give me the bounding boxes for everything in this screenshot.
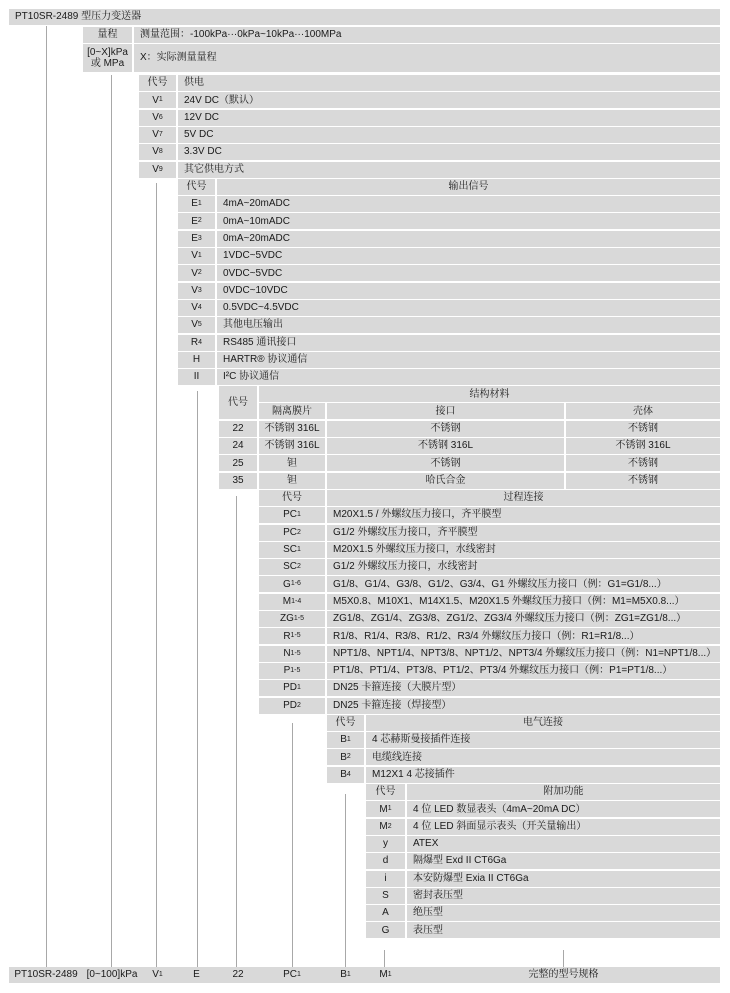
- range-code-desc: X：实际测量量程: [134, 44, 720, 72]
- output-code: V 4: [178, 300, 215, 316]
- connector-label: [563, 950, 564, 967]
- power-desc: 24V DC（默认）: [178, 92, 720, 108]
- addon-code: M 1: [366, 801, 405, 817]
- example-process: PC 1: [283, 969, 301, 981]
- process-code: PD 1: [259, 680, 325, 696]
- connector-range: [111, 75, 112, 967]
- addon-code: G: [366, 922, 405, 938]
- output-desc: I²C 协议通信: [217, 369, 720, 385]
- process-code: G 1-6: [259, 576, 325, 592]
- material-diaphragm: 钽: [259, 455, 325, 471]
- electrical-code-header: 代号: [327, 715, 364, 731]
- output-desc: HARTR® 协议通信: [217, 352, 720, 368]
- process-code: R 1-5: [259, 628, 325, 644]
- material-shell: 不锈钢: [566, 455, 720, 471]
- power-code: V 7: [139, 127, 176, 143]
- process-desc: G1/8、G1/4、G3/8、G1/2、G3/4、G1 外螺纹压力接口（例：G1=G1/8...）: [327, 576, 720, 592]
- power-code-header: 代号: [139, 75, 176, 91]
- process-code: SC 1: [259, 542, 325, 558]
- output-code: V 5: [178, 317, 215, 333]
- connector-model: [46, 26, 47, 967]
- process-desc: M5X0.8、M10X1、M14X1.5、M20X1.5 外螺纹压力接口（例：M1=M5X0.8...）: [327, 594, 720, 610]
- material-shell: 不锈钢 316L: [566, 438, 720, 454]
- material-code: 25: [219, 455, 257, 471]
- material-col-diaphragm: 隔离膜片: [259, 403, 325, 419]
- output-code: E 1: [178, 196, 215, 212]
- process-header: 过程连接: [327, 490, 720, 506]
- process-desc: M20X1.5 外螺纹压力接口，水线密封: [327, 542, 720, 558]
- example-label: 完整的型号规格: [528, 969, 599, 981]
- addon-code: M 2: [366, 819, 405, 835]
- connector-electrical: [345, 794, 346, 967]
- electrical-code: B 4: [327, 767, 364, 783]
- material-header: 结构材料: [259, 386, 720, 402]
- power-desc: 12V DC: [178, 110, 720, 126]
- output-desc: 0VDC~10VDC: [217, 283, 720, 299]
- connector-material: [236, 496, 237, 967]
- addon-header: 附加功能: [407, 784, 720, 800]
- process-desc: G1/2 外螺纹压力接口，水线密封: [327, 559, 720, 575]
- example-material: 22: [232, 969, 244, 981]
- process-code: P 1-5: [259, 663, 325, 679]
- output-desc: 4mA~20mADC: [217, 196, 720, 212]
- page-title: PT10SR-2489 型压力变送器: [9, 9, 720, 25]
- addon-desc: 4 位 LED 斜面显示表头（开关量输出）: [407, 819, 720, 835]
- example-range: [0~100]kPa: [86, 969, 138, 981]
- example-output: E: [193, 969, 200, 981]
- electrical-desc: 电缆线连接: [366, 749, 720, 765]
- material-shell: 不锈钢: [566, 473, 720, 489]
- power-desc: 3.3V DC: [178, 144, 720, 160]
- example-electrical: B 1: [340, 969, 351, 981]
- range-code: [0~X]kPa 或 MPa: [83, 44, 132, 72]
- material-port: 哈氏合金: [327, 473, 564, 489]
- output-desc: 0mA~20mADC: [217, 231, 720, 247]
- process-desc: DN25 卡箍连接（大膜片型）: [327, 680, 720, 696]
- process-code: SC 2: [259, 559, 325, 575]
- material-col-shell: 壳体: [566, 403, 720, 419]
- process-desc: PT1/8、PT1/4、PT3/8、PT1/2、PT3/4 外螺纹压力接口（例：P1=PT1/8...）: [327, 663, 720, 679]
- output-desc: 0.5VDC~4.5VDC: [217, 300, 720, 316]
- process-code: PD 2: [259, 698, 325, 714]
- power-code: V 8: [139, 144, 176, 160]
- material-shell: 不锈钢: [566, 421, 720, 437]
- process-desc: G1/2 外螺纹压力接口，齐平膜型: [327, 525, 720, 541]
- addon-desc: 密封表压型: [407, 888, 720, 904]
- connector-output: [197, 391, 198, 967]
- material-diaphragm: 不锈钢 316L: [259, 421, 325, 437]
- output-desc: 0VDC~5VDC: [217, 265, 720, 281]
- addon-code-header: 代号: [366, 784, 405, 800]
- electrical-code: B 2: [327, 749, 364, 765]
- output-code: H: [178, 352, 215, 368]
- addon-code: y: [366, 836, 405, 852]
- example-power: V 1: [152, 969, 163, 981]
- material-port: 不锈钢 316L: [327, 438, 564, 454]
- material-col-port: 接口: [327, 403, 564, 419]
- material-code-header: 代号: [219, 386, 257, 419]
- addon-desc: ATEX: [407, 836, 720, 852]
- process-desc: DN25 卡箍连接（焊接型）: [327, 698, 720, 714]
- addon-code: S: [366, 888, 405, 904]
- addon-desc: 表压型: [407, 922, 720, 938]
- power-desc: 其它供电方式: [178, 162, 720, 178]
- process-code: PC 1: [259, 507, 325, 523]
- output-desc: 1VDC~5VDC: [217, 248, 720, 264]
- material-code: 24: [219, 438, 257, 454]
- process-code: M 1-4: [259, 594, 325, 610]
- power-code: V 1: [139, 92, 176, 108]
- material-port: 不锈钢: [327, 421, 564, 437]
- addon-code: i: [366, 871, 405, 887]
- material-diaphragm: 不锈钢 316L: [259, 438, 325, 454]
- addon-desc: 本安防爆型 Exia II CT6Ga: [407, 871, 720, 887]
- process-code-header: 代号: [259, 490, 325, 506]
- output-desc: 其他电压输出: [217, 317, 720, 333]
- output-code: II: [178, 369, 215, 385]
- range-desc: 测量范围：-100kPa···0kPa~10kPa···100MPa: [134, 27, 720, 43]
- process-desc: ZG1/8、ZG1/4、ZG3/8、ZG1/2、ZG3/4 外螺纹压力接口（例：ZG1=ZG1/8...）: [327, 611, 720, 627]
- output-code: V 2: [178, 265, 215, 281]
- output-code: R 4: [178, 335, 215, 351]
- process-code: PC 2: [259, 525, 325, 541]
- power-header: 供电: [178, 75, 720, 91]
- addon-code: A: [366, 905, 405, 921]
- output-desc: 0mA~10mADC: [217, 213, 720, 229]
- range-label: 量程: [83, 27, 132, 43]
- process-desc: R1/8、R1/4、R3/8、R1/2、R3/4 外螺纹压力接口（例：R1=R1/8...）: [327, 628, 720, 644]
- power-code: V 6: [139, 110, 176, 126]
- output-code: E 3: [178, 231, 215, 247]
- output-code: V 3: [178, 283, 215, 299]
- output-code: V 1: [178, 248, 215, 264]
- electrical-header: 电气连接: [366, 715, 720, 731]
- material-diaphragm: 钽: [259, 473, 325, 489]
- addon-code: d: [366, 853, 405, 869]
- output-header: 输出信号: [217, 179, 720, 195]
- process-code: N 1-5: [259, 646, 325, 662]
- connector-process: [292, 723, 293, 967]
- electrical-code: B 1: [327, 732, 364, 748]
- output-code-header: 代号: [178, 179, 215, 195]
- addon-desc: 隔爆型 Exd II CT6Ga: [407, 853, 720, 869]
- connector-power: [156, 183, 157, 967]
- output-code: E 2: [178, 213, 215, 229]
- process-desc: M20X1.5 / 外螺纹压力接口，齐平膜型: [327, 507, 720, 523]
- addon-desc: 绝压型: [407, 905, 720, 921]
- process-desc: NPT1/8、NPT1/4、NPT3/8、NPT1/2、NPT3/4 外螺纹压力接口（例：N1=NPT1/8...）: [327, 646, 720, 662]
- power-desc: 5V DC: [178, 127, 720, 143]
- electrical-desc: 4 芯赫斯曼接插件连接: [366, 732, 720, 748]
- material-code: 35: [219, 473, 257, 489]
- example-addon: M 1: [379, 969, 392, 981]
- process-code: ZG 1-5: [259, 611, 325, 627]
- material-port: 不锈钢: [327, 455, 564, 471]
- material-code: 22: [219, 421, 257, 437]
- electrical-desc: M12X1 4 芯接插件: [366, 767, 720, 783]
- example-model: PT10SR-2489: [14, 969, 78, 981]
- connector-addon: [384, 950, 385, 967]
- addon-desc: 4 位 LED 数显表头（4mA~20mA DC）: [407, 801, 720, 817]
- output-desc: RS485 通讯接口: [217, 335, 720, 351]
- power-code: V 9: [139, 162, 176, 178]
